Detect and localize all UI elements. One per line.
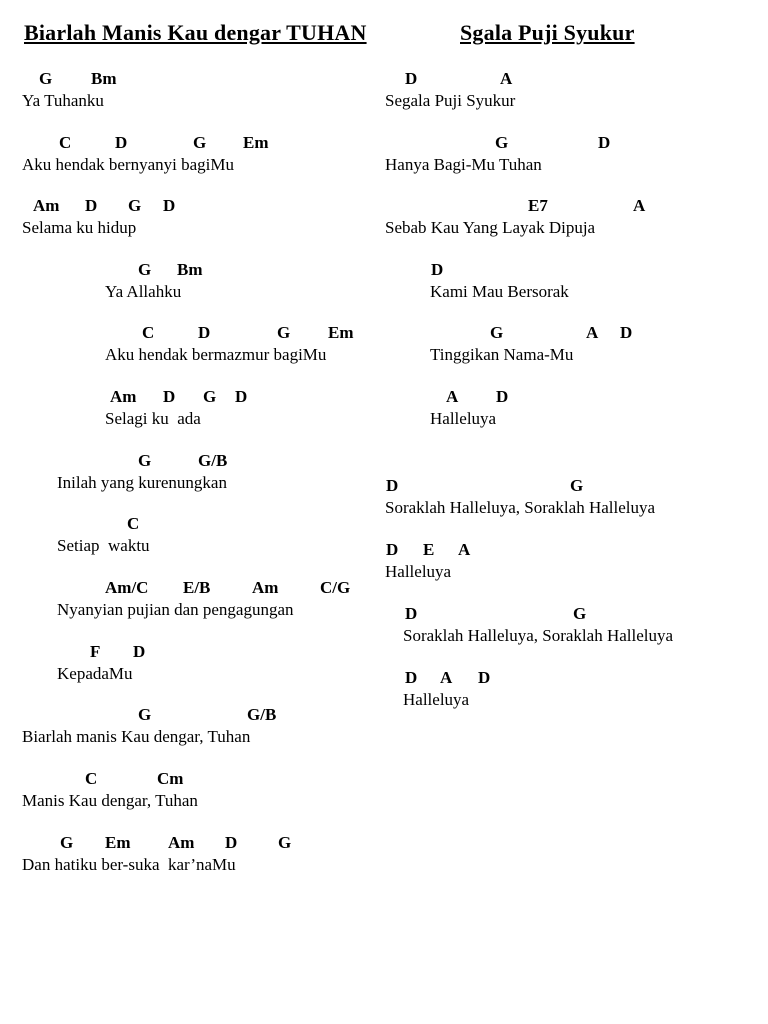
chord: D xyxy=(496,387,509,406)
lyric-line: Ya Tuhanku xyxy=(22,91,104,110)
lyric-line: Selama ku hidup xyxy=(22,218,137,237)
lyric-line: Selagi ku ada xyxy=(105,409,201,428)
chord: C xyxy=(85,769,98,788)
chord-line xyxy=(0,196,768,218)
chord: G xyxy=(570,476,584,495)
lyric-line: Halleluya xyxy=(403,690,470,709)
chord: G xyxy=(39,69,53,88)
chord: A xyxy=(586,323,599,342)
chord: E xyxy=(423,540,435,559)
chord: D xyxy=(225,833,238,852)
chord: D xyxy=(115,133,128,152)
lyric-line: Soraklah Halleluya, Soraklah Halleluya xyxy=(385,498,656,517)
chord: G xyxy=(128,196,142,215)
chord: Em xyxy=(105,833,131,852)
chord-line xyxy=(0,387,768,409)
chord: C xyxy=(127,514,140,533)
chord: G xyxy=(278,833,292,852)
chord: Cm xyxy=(157,769,184,788)
chord: D xyxy=(431,260,444,279)
lyric-line: Tinggikan Nama-Mu xyxy=(430,345,574,364)
chord-line xyxy=(0,476,768,498)
chord: A xyxy=(458,540,471,559)
chord: G xyxy=(203,387,217,406)
chord-line xyxy=(0,260,768,282)
chord: G xyxy=(490,323,504,342)
chord-line xyxy=(0,668,768,690)
chord: D xyxy=(163,196,176,215)
chord: F xyxy=(90,642,101,661)
lyric-line: Halleluya xyxy=(430,409,497,428)
song-title: Sgala Puji Syukur xyxy=(460,20,635,45)
chord: G xyxy=(138,260,152,279)
chord: D xyxy=(620,323,633,342)
chord: A xyxy=(446,387,459,406)
chord: D xyxy=(198,323,211,342)
chord: D xyxy=(386,540,399,559)
chord: D xyxy=(478,668,491,687)
chord: D xyxy=(386,476,399,495)
chord: G xyxy=(60,833,74,852)
lyric-line: Nyanyian pujian dan pengagungan xyxy=(57,600,294,619)
chord: G xyxy=(193,133,207,152)
chord: D xyxy=(405,69,418,88)
lyric-line: Soraklah Halleluya, Soraklah Halleluya xyxy=(403,626,674,645)
chord: E7 xyxy=(528,196,548,215)
lyric-line: Inilah yang kurenungkan xyxy=(57,473,227,492)
chord-line xyxy=(0,540,768,562)
lyric-line: Kami Mau Bersorak xyxy=(430,282,569,301)
chord: Am xyxy=(110,387,137,406)
chord: G xyxy=(138,705,152,724)
chord-line xyxy=(0,604,768,626)
chord-line xyxy=(0,323,768,345)
chord: D xyxy=(133,642,146,661)
chord: G xyxy=(495,133,509,152)
chord: G xyxy=(277,323,291,342)
lyric-line: Ya Allahku xyxy=(105,282,182,301)
lyric-line: Hanya Bagi-Mu Tuhan xyxy=(385,155,542,174)
chord: Em xyxy=(243,133,269,152)
chord: A xyxy=(500,69,513,88)
chord-line xyxy=(0,69,768,91)
lyric-line: KepadaMu xyxy=(57,664,133,683)
lyric-line: Segala Puji Syukur xyxy=(385,91,516,110)
chord-line xyxy=(0,133,768,155)
chord: Am/C xyxy=(105,578,149,597)
lyric-line: Setiap waktu xyxy=(57,536,150,555)
chord: Em xyxy=(328,323,354,342)
chord: G xyxy=(138,451,152,470)
chord: Bm xyxy=(91,69,117,88)
lyric-line: Dan hatiku ber-suka kar’naMu xyxy=(22,855,236,874)
chord: E/B xyxy=(183,578,211,597)
chord: A xyxy=(440,668,453,687)
chord: Bm xyxy=(177,260,203,279)
chord: Am xyxy=(252,578,279,597)
chord: C/G xyxy=(320,578,351,597)
chord: Am xyxy=(168,833,195,852)
chord: D xyxy=(598,133,611,152)
chord: G/B xyxy=(247,705,277,724)
lyric-line: Aku hendak bernyanyi bagiMu xyxy=(22,155,234,174)
lyric-line: Biarlah manis Kau dengar, Tuhan xyxy=(22,727,251,746)
chord: A xyxy=(633,196,646,215)
lyric-line: Halleluya xyxy=(385,562,452,581)
chord: D xyxy=(405,604,418,623)
lyric-line: Aku hendak bermazmur bagiMu xyxy=(105,345,327,364)
chord: C xyxy=(59,133,72,152)
chord: D xyxy=(405,668,418,687)
chord: G/B xyxy=(198,451,228,470)
song-title: Biarlah Manis Kau dengar TUHAN xyxy=(24,20,367,45)
chord: D xyxy=(235,387,248,406)
chord: Am xyxy=(33,196,60,215)
chord: D xyxy=(85,196,98,215)
lyric-line: Manis Kau dengar, Tuhan xyxy=(22,791,198,810)
chord: G xyxy=(573,604,587,623)
chord: C xyxy=(142,323,155,342)
lyric-line: Sebab Kau Yang Layak Dipuja xyxy=(385,218,596,237)
chord: D xyxy=(163,387,176,406)
